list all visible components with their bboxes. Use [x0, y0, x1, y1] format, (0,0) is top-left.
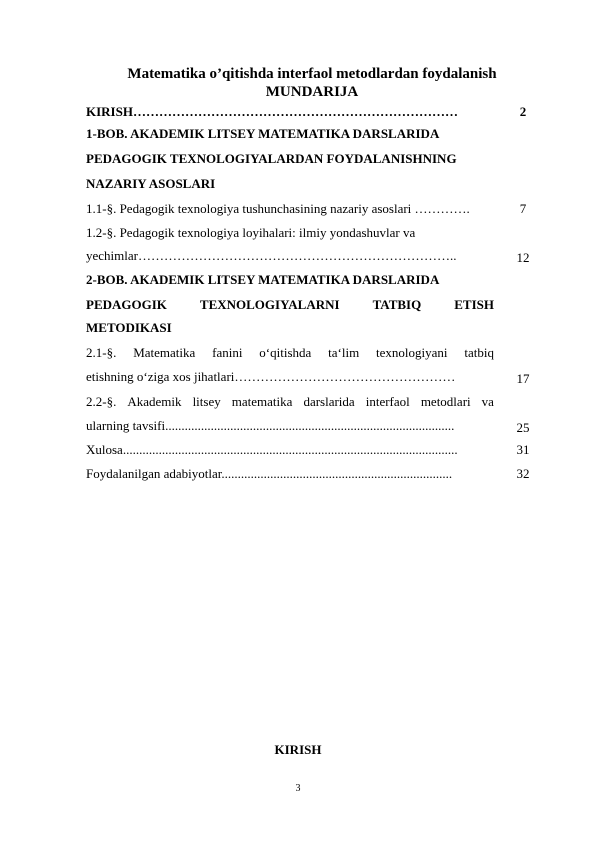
toc-heading: MUNDARIJA	[265, 84, 359, 100]
toc-entry-2-1-line2: etishning o‘ziga xos jihatlari……………………………………………	[86, 369, 456, 384]
toc-chapter2-line3: METODIKASI	[86, 320, 172, 335]
toc-page-2-1: 17	[516, 371, 530, 386]
word: ETISH	[454, 297, 494, 312]
word: ta‘lim	[328, 345, 360, 360]
toc-chapter1-line1: 1-BOB. AKADEMIK LITSEY MATEMATIKA DARSLARIDA	[86, 126, 440, 141]
toc-chapter2-line1: 2-BOB. AKADEMIK LITSEY MATEMATIKA DARSLARIDA	[86, 272, 440, 287]
word: fanini	[212, 345, 243, 360]
toc-page-adabiyotlar: 32	[516, 466, 530, 481]
toc-page-kirish: 2	[519, 104, 527, 119]
page-number: 3	[295, 783, 301, 794]
toc-entry-xulosa: Xulosa.......................................................................................................	[86, 442, 458, 457]
word: Matematika	[133, 345, 196, 360]
section-heading-kirish: KIRISH	[274, 742, 322, 757]
document-title: Matematika o’qitishda interfaol metodlardan foydalanish	[127, 66, 497, 82]
word: va	[481, 394, 494, 409]
word: PEDAGOGIK	[86, 297, 167, 312]
toc-entry-2-2-line2: ularning tavsifi.........................................................................................	[86, 418, 455, 433]
toc-entry-1-2-line2: yechimlar………………………………………………………………..	[86, 248, 457, 263]
word: texnologiyani	[376, 345, 448, 360]
word: litsey	[192, 394, 221, 409]
toc-entry-1-1: 1.1-§. Pedagogik texnologiya tushunchasining nazariy asoslari ………….	[86, 201, 470, 216]
word: o‘qitishda	[259, 345, 312, 360]
word: TATBIQ	[372, 297, 422, 312]
word: 2.1-§.	[86, 345, 117, 360]
toc-entry-adabiyotlar: Foydalanilgan adabiyotlar.......................................................................	[86, 466, 453, 481]
toc-entry-2-1-line1	[86, 345, 494, 361]
word: TEXNOLOGIYALARNI	[199, 297, 340, 312]
toc-chapter1-line3: NAZARIY ASOSLARI	[86, 176, 216, 191]
word: tatbiq	[464, 345, 494, 360]
toc-entry-1-2-line1: 1.2-§. Pedagogik texnologiya loyihalari: ilmiy yondashuvlar va	[86, 225, 416, 240]
word: darslarida	[303, 394, 355, 409]
toc-chapter2-line2	[86, 297, 494, 313]
toc-page-2-2: 25	[516, 420, 530, 435]
toc-page-xulosa: 31	[516, 442, 530, 457]
toc-entry-2-2-line1	[86, 394, 494, 410]
toc-page-1-1: 7	[519, 201, 527, 216]
word: matematika	[231, 394, 293, 409]
word: 2.2-§.	[86, 394, 117, 409]
toc-page-1-2: 12	[516, 250, 530, 265]
toc-entry-kirish: KIRISH…………………………………………………………………	[86, 104, 458, 119]
word: interfaol	[365, 394, 410, 409]
toc-chapter1-line2: PEDAGOGIK TEXNOLOGIYALARDAN FOYDALANISHNING	[86, 151, 457, 166]
word: Akademik	[127, 394, 182, 409]
word: metodlari	[420, 394, 471, 409]
